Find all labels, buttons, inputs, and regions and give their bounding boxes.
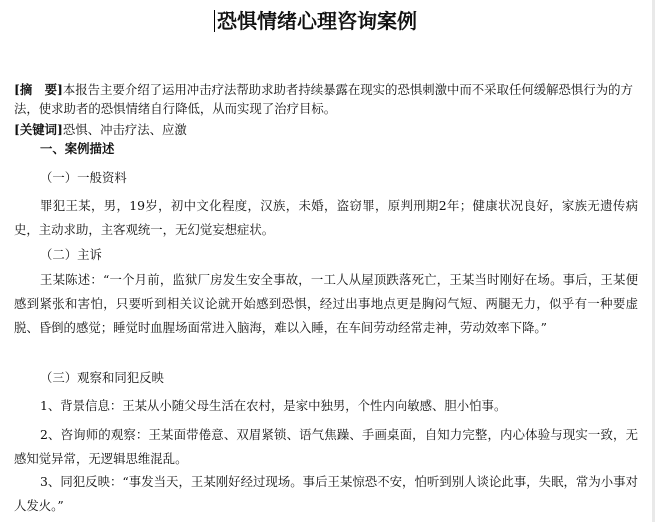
abstract-paragraph bbox=[14, 80, 638, 118]
keywords-label: [关键词] bbox=[14, 122, 63, 137]
keywords-text: 恐惧、冲击疗法、应激 bbox=[62, 122, 187, 137]
abstract-label: [摘 要] bbox=[14, 82, 63, 97]
subsection-heading-observation: （三）观察和同犯反映 bbox=[40, 370, 164, 385]
paragraph-general-info: 罪犯王某，男，19岁，初中文化程度，汉族，未婚，盗窃罪，原判刑期2年；健康状况良好，家族无遗传病史，主动求助，主客观统一，无幻觉妄想症状。 bbox=[14, 198, 638, 237]
paragraph-background-info: 1、背景信息：王某从小随父母生活在农村，是家中独男，个性内向敏感、胆小怕事。 bbox=[40, 398, 507, 413]
paragraph-counselor-observation: 2、咨询师的观察：王某面带倦意、双眉紧锁、语气焦躁、手画桌面，自知力完整，内心体验与现实一致，无感知觉异常，无逻辑思维混乱。 bbox=[14, 427, 638, 466]
document-title-text: 恐惧情绪心理咨询案例 bbox=[217, 9, 417, 33]
paragraph-complaint: 王某陈述：“一个月前，监狱厂房发生安全事故，一工人从屋顶跌落死亡，王某当时刚好在场。事后，王某便感到紧张和害怕，只要听到相关议论就开始感到恐惧，经过出事地点更是胸闷气短、两腿无力，似乎有一种要虚脱、昏倒的感觉；睡觉时血腥场面常进入脑海，难以入睡，在车间劳动经常走神，劳动效率下降。” bbox=[14, 272, 638, 335]
abstract-text: 本报告主要介绍了运用冲击疗法帮助求助者持续暴露在现实的恐惧刺激中而不采取任何缓解恐惧行为的方法，使求助者的恐惧情绪自行降低，从而实现了治疗目标。 bbox=[14, 82, 633, 116]
subsection-heading-complaint: （二）主诉 bbox=[40, 247, 102, 262]
paragraph-inmate-report: 3、同犯反映：“事发当天，王某刚好经过现场。事后王某惊恐不安，怕听到别人谈论此事，失眠，常为小事对人发火。” bbox=[14, 474, 638, 513]
section-heading-case-description: 一、案例描述 bbox=[40, 141, 115, 156]
text-cursor bbox=[214, 10, 215, 32]
document-title bbox=[214, 8, 417, 34]
subsection-heading-general-info: （一）一般资料 bbox=[40, 170, 127, 185]
keywords-line bbox=[14, 120, 638, 139]
